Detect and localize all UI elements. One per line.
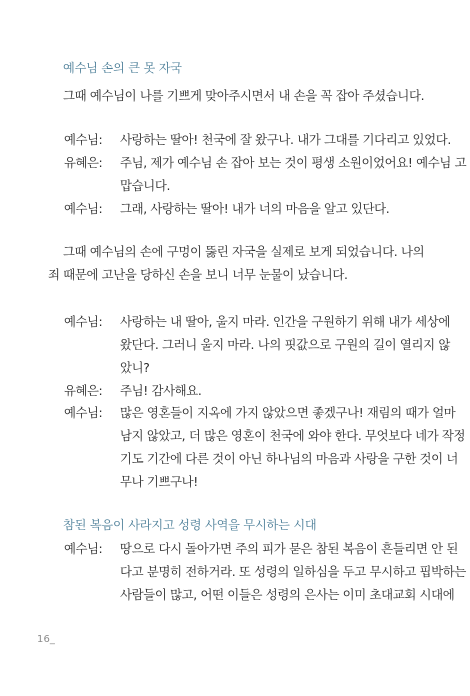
dialogue-line: 다고 분명히 전하거라. 또 성령의 일하심을 두고 무시하고 핍박하는: [120, 564, 467, 579]
page-number: 16_: [37, 634, 56, 645]
dialogue-line: 땅으로 다시 돌아가면 주의 피가 묻은 참된 복음이 흔들리면 안 된: [120, 541, 458, 556]
dialogue-line: 그래, 사랑하는 딸아! 내가 너의 마음을 알고 있단다.: [120, 201, 390, 216]
dialogue-line: 주님! 감사해요.: [120, 383, 202, 398]
section-heading: 예수님 손의 큰 못 자국: [63, 61, 182, 75]
dialogue-line: 무나 기쁘구나!: [120, 474, 198, 489]
speaker-label: 예수님:: [64, 314, 103, 329]
dialogue-line: 사랑하는 딸아! 천국에 잘 왔구나. 내가 그대를 기다리고 있었다.: [120, 132, 451, 147]
section-heading: 참된 복음이 사라지고 성령 사역을 무시하는 시대: [63, 518, 317, 532]
dialogue-line: 맙습니다.: [120, 178, 171, 193]
speaker-label: 예수님:: [64, 541, 103, 556]
speaker-label: 예수님:: [64, 132, 103, 147]
speaker-label: 유혜은:: [64, 155, 103, 170]
speaker-label: 유혜은:: [64, 383, 103, 398]
speaker-label: 예수님:: [64, 405, 103, 420]
dialogue-line: 남지 않았고, 더 많은 영혼이 천국에 와야 한다. 무엇보다 네가 작정: [120, 428, 466, 443]
dialogue-line: 사람들이 많고, 어떤 이들은 성령의 은사는 이미 초대교회 시대에: [120, 587, 455, 602]
dialogue-line: 왔단다. 그러니 울지 마라. 나의 핏값으로 구원의 길이 열리지 않: [120, 337, 450, 352]
body-paragraph-line: 그때 예수님의 손에 구멍이 뚫린 자국을 실제로 보게 되었습니다. 나의: [63, 244, 425, 259]
dialogue-line: 주님, 제가 예수님 손 잡아 보는 것이 평생 소원이었어요! 예수님 고: [120, 155, 467, 170]
dialogue-line: 사랑하는 내 딸아, 울지 마라. 인간을 구원하기 위해 내가 세상에: [120, 314, 450, 329]
speaker-label: 예수님:: [64, 201, 103, 216]
intro-paragraph: 그때 예수님이 나를 기쁘게 맞아주시면서 내 손을 꼭 잡아 주셨습니다.: [63, 88, 425, 103]
dialogue-line: 기도 기간에 다른 것이 아닌 하나님의 마음과 사랑을 구한 것이 너: [120, 451, 458, 466]
body-paragraph-line: 죄 때문에 고난을 당하신 손을 보니 너무 눈물이 났습니다.: [48, 267, 348, 282]
dialogue-line: 많은 영혼들이 지옥에 가지 않았으면 좋겠구나! 재림의 때가 얼마: [120, 405, 456, 420]
dialogue-line: 았니?: [120, 360, 150, 375]
